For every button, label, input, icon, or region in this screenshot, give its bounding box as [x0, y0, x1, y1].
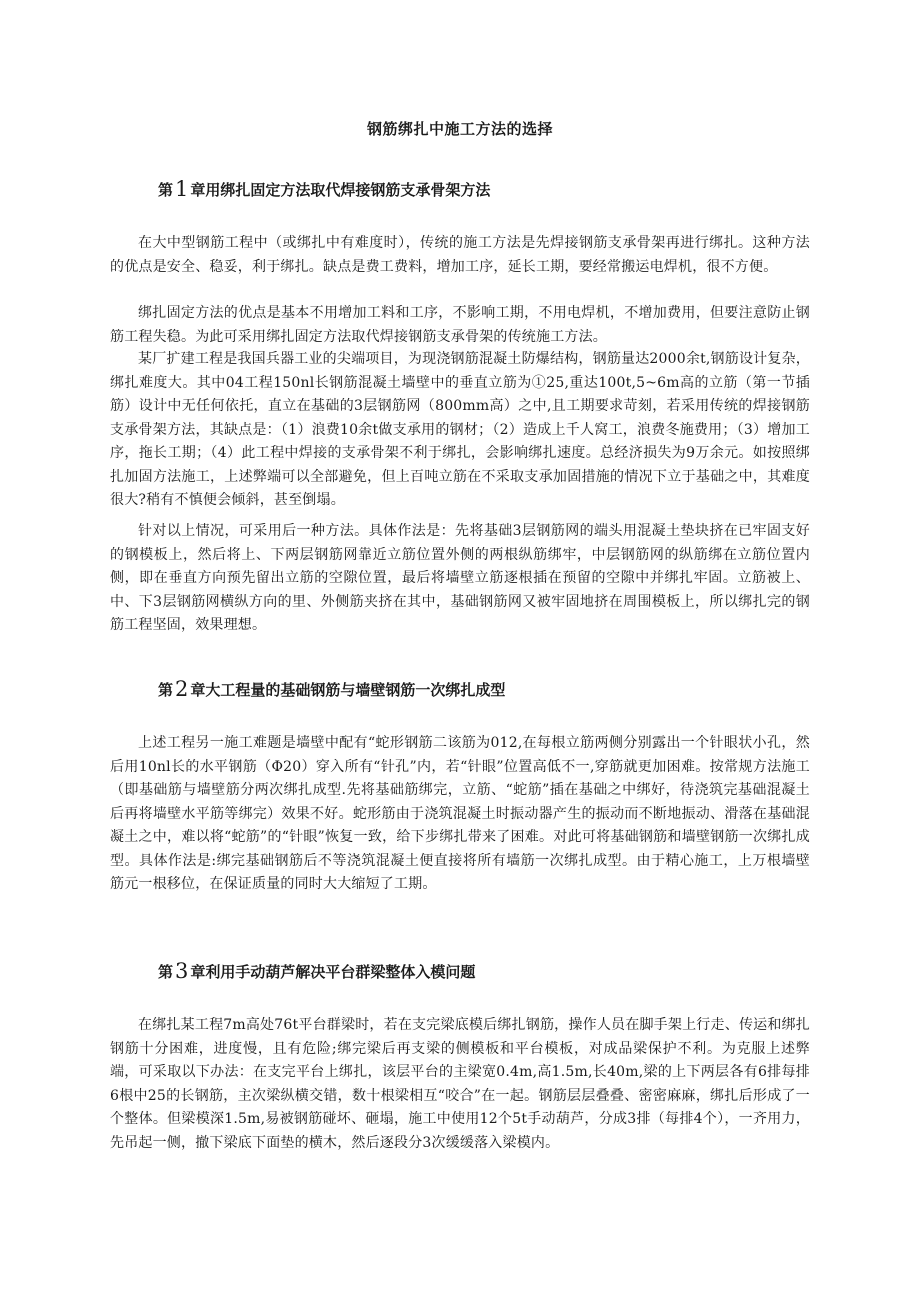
chapter-number: 2: [175, 677, 189, 701]
paragraph: 在大中型钢筋工程中（或绑扎中有难度时），传统的施工方法是先焊接钢筋支承骨架再进行绑扎。这种方法的优点是安全、稳妥，利于绑扎。缺点是费工费料，增加工序，延长工期，要经常搬运电焊机，很不方便。: [110, 235, 810, 275]
chapter-3-heading: [158, 958, 858, 982]
chapter-heading-text: 章利用手动葫芦解决平台群梁整体入模问题: [190, 963, 476, 981]
paragraph: 绑扎固定方法的优点是基本不用增加工料和工序，不影响工期，不用电焊机，不增加费用，但要注意防止钢筋工程失稳。为此可采用绑扎固定方法取代焊接钢筋支承骨架的传统施工方法。: [110, 305, 810, 345]
chapter-prefix: 第: [158, 963, 174, 981]
chapter-heading-text: 章大工程量的基础钢筋与墙壁钢筋一次绑扎成型: [190, 681, 506, 699]
chapter-2-heading: [158, 676, 858, 700]
paragraph: 某厂扩建工程是我国兵器工业的尖端项目，为现浇钢筋混凝土防爆结构，钢筋量达2000余t,钢筋设计复杂，绑扎难度大。其中04工程150nl长钢筋混凝土墙壁中的垂直立筋为①25,重达100t,5~6m高的立筋（第一节插筋）设计中无任何依托，直立在基础的3层钢筋网（800mm高）之中,且工期要求苛刻，若采用传统的焊接钢筋支承骨架方法，其缺点是：（1）浪费10余t做支承用的钢材；（2）造成上千人窝工，浪费冬施费用；（3）增加工序，拖长工期；（4）此工程中焊接的支承骨架不利于绑扎，会影响绑扎速度。总经济损失为9万余元。如按照绑扎加固方法施工，上述弊端可以全部避免，但上百吨立筋在不采取支承加固措施的情况下立于基础之中，其难度很大?稍有不慎便会倾斜，甚至倒塌。: [110, 351, 810, 508]
chapter-heading-text: 章用绑扎固定方法取代焊接钢筋支承骨架方法: [190, 181, 491, 199]
paragraph: 上述工程另一施工难题是墙壁中配有“蛇形钢筋二该筋为012,在每根立筋两侧分别露出一个针眼状小孔，然后用10nl长的水平钢筋（Φ20）穿入所有“针孔”内，若“针眼”位置高低不一,穿筋就更加困难。按常规方法施工（即基础筋与墙壁筋分两次绑扎成型.先将基础筋绑完，立筋、“蛇筋”插在基础之中绑好，待浇筑完基础混凝土后再将墙壁水平筋等绑完）效果不好。蛇形筋由于浇筑混凝土时振动器产生的振动而不断地振动、滑落在基础混凝土之中，难以将“蛇筋”的“针眼”恢复一致，给下步绑扎带来了困难。对此可将基础钢筋和墙壁钢筋一次绑扎成型。具体作法是:绑完基础钢筋后不等浇筑混凝土便直接将所有墙筋一次绑扎成型。由于精心施工，上万根墙壁筋元一根移位，在保证质量的同时大大缩短了工期。: [110, 735, 810, 892]
chapter-prefix: 第: [158, 681, 174, 699]
chapter-number: 3: [175, 959, 189, 983]
chapter-number: 1: [175, 177, 189, 201]
document-title: 钢筋绑扎中施工方法的选择: [366, 120, 553, 138]
paragraph: 针对以上情况，可采用后一种方法。具体作法是：先将基础3层钢筋网的端头用混凝土垫块挤在已牢固支好的钢模板上，然后将上、下两层钢筋网靠近立筋位置外侧的两根纵筋绑牢，中层钢筋网的纵筋绑在立筋位置内侧，即在垂直方向预先留出立筋的空隙位置，最后将墙壁立筋逐根插在预留的空隙中并绑扎牢固。立筋被上、中、下3层钢筋网横纵方向的里、外侧筋夹挤在其中，基础钢筋网又被牢固地挤在周围模板上，所以绑扎完的钢筋工程坚固，效果理想。: [110, 523, 810, 633]
chapter-prefix: 第: [158, 181, 174, 199]
chapter-1-heading: [158, 176, 858, 200]
paragraph: 在绑扎某工程7m高处76t平台群梁时，若在支完梁底模后绑扎钢筋，操作人员在脚手架上行走、传运和绑扎钢筋十分困难，进度慢，且有危险;绑完梁后再支梁的侧模板和平台模板，对成品梁保护不利。为克服上述弊端，可采取以下办法：在支完平台上绑扎，该层平台的主梁宽0.4m,高1.5m,长40m,梁的上下两层各有6排每排6根中25的长钢筋，主次梁纵横交错，数十根梁相互“咬合”在一起。钢筋层层叠叠、密密麻麻，绑扎后形成了一个整体。但梁模深1.5m,易被钢筋碰坏、砸塌，施工中使用12个5t手动葫芦，分成3排（每排4个），一齐用力，先吊起一侧，撤下梁底下面垫的横木，然后逐段分3次缓缓落入梁模内。: [110, 1017, 810, 1151]
